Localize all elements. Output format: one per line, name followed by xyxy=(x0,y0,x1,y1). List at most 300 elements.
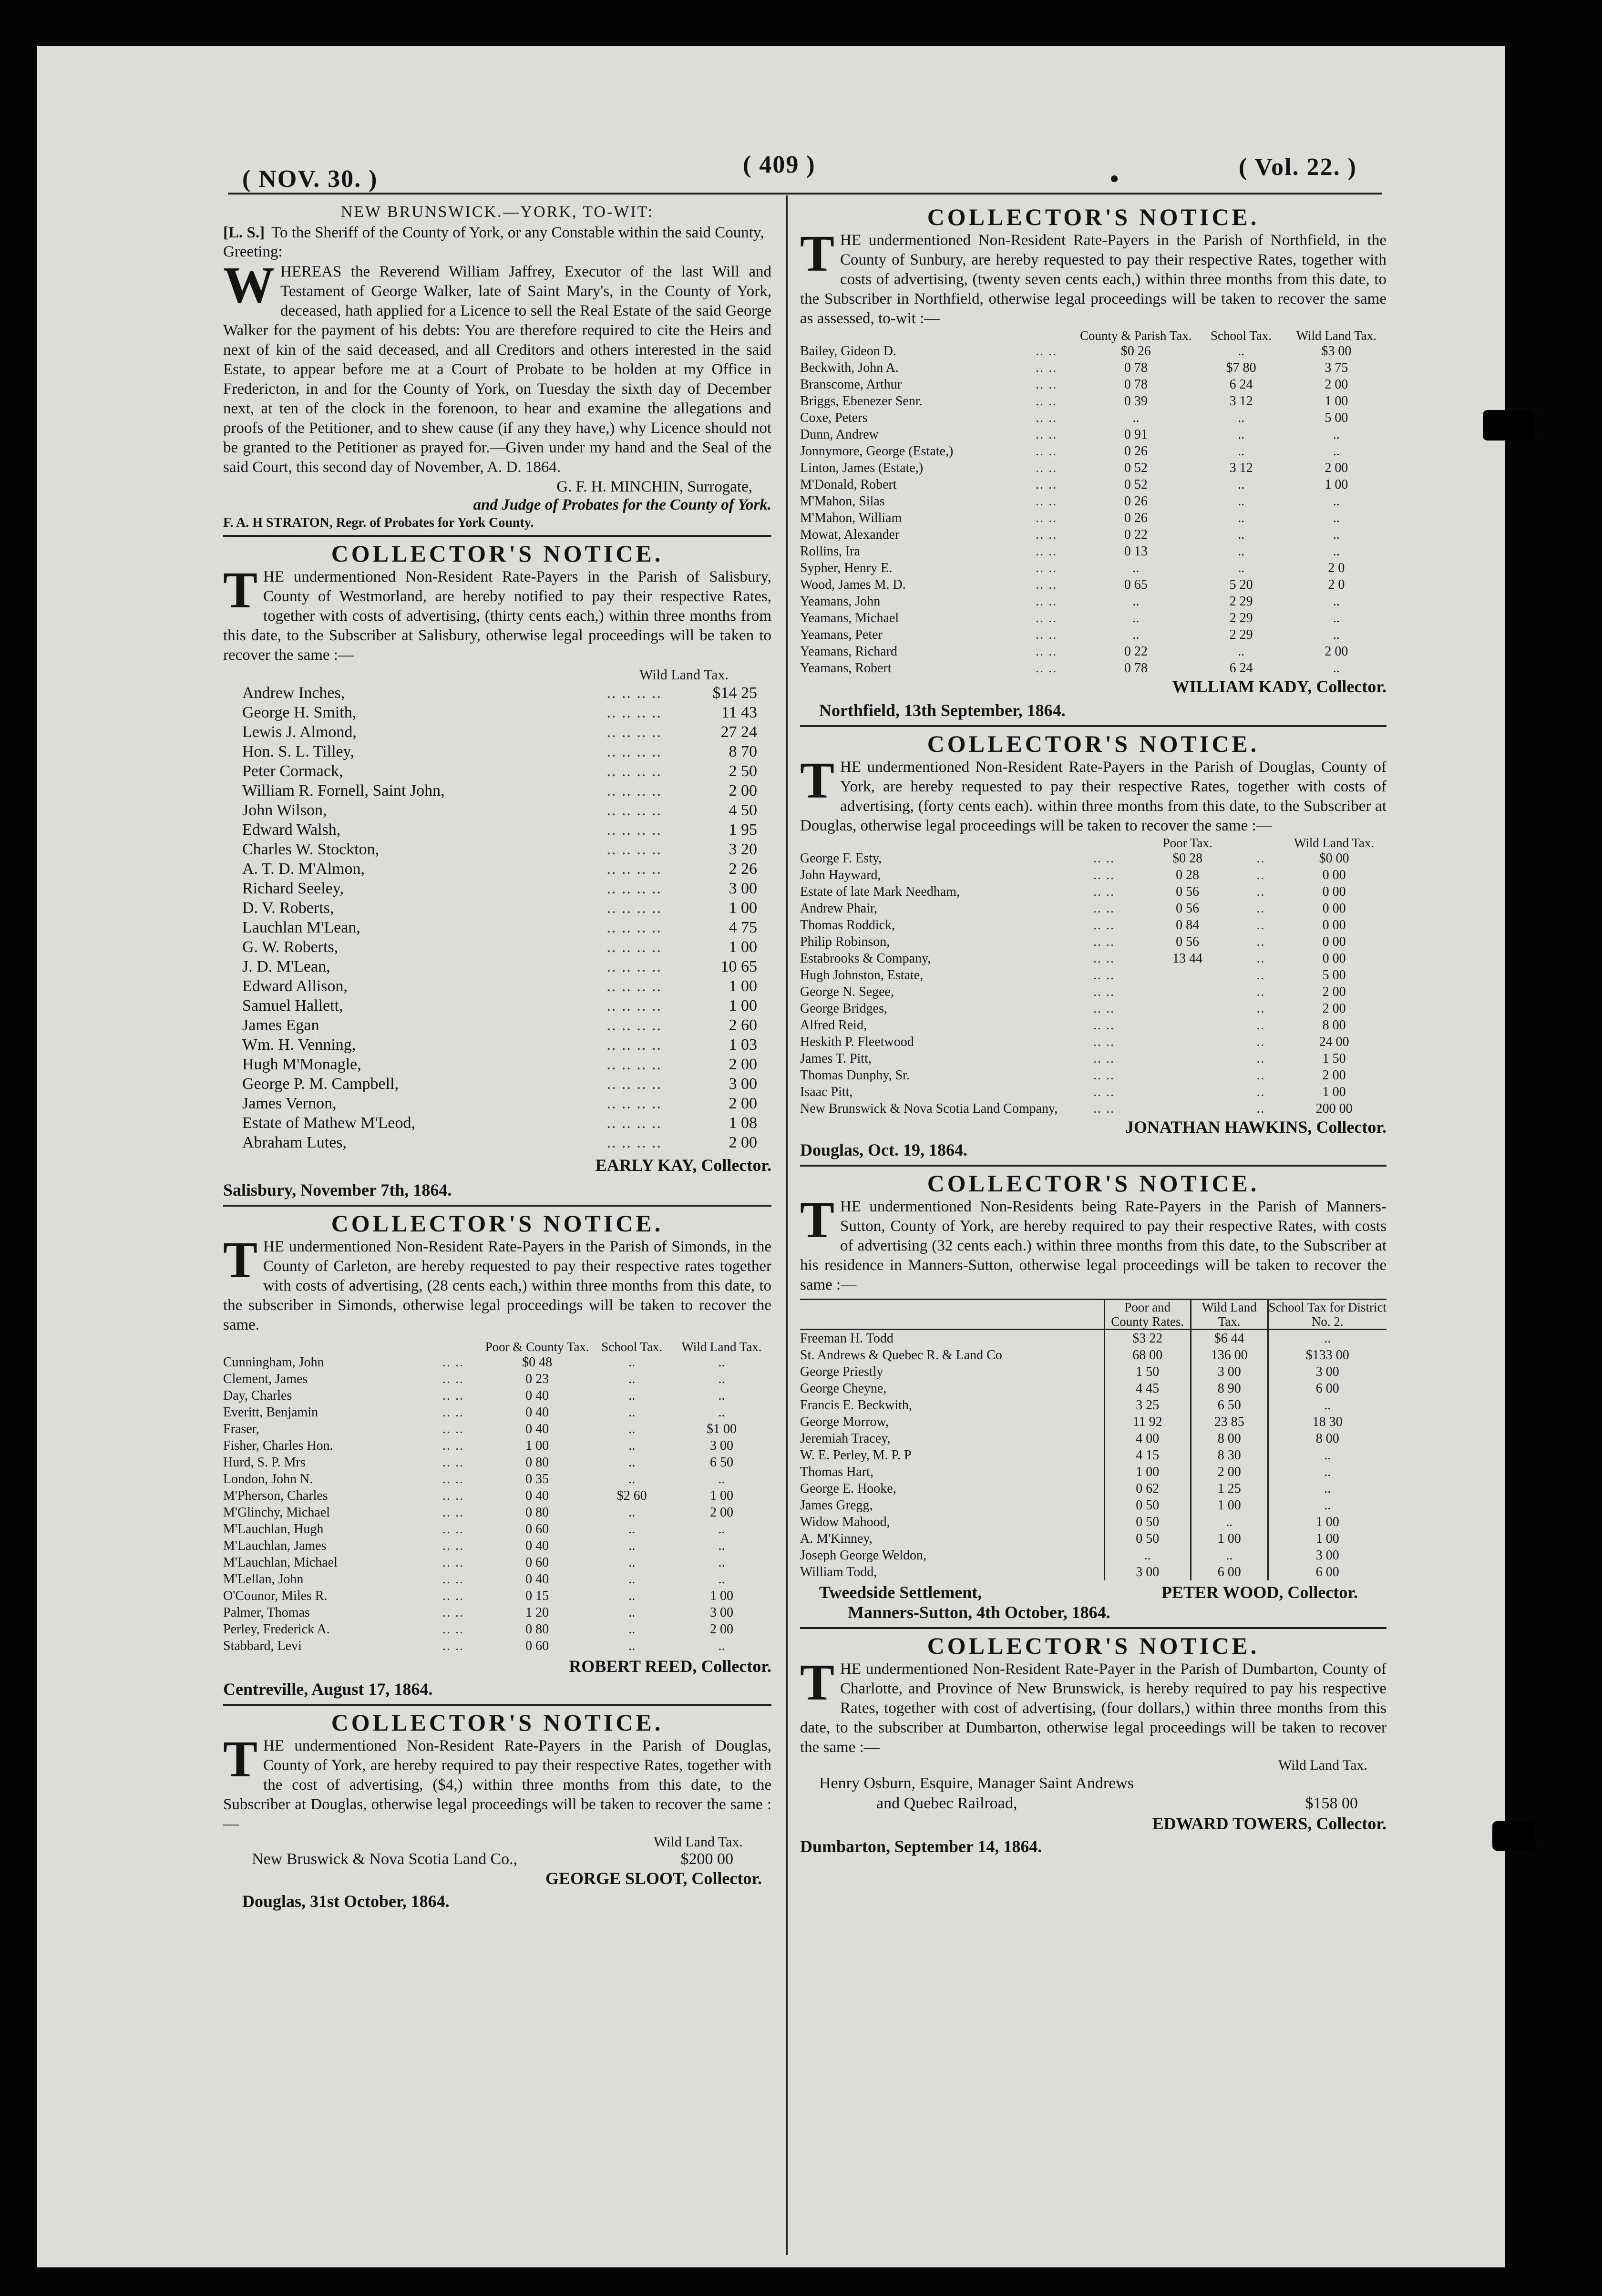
ratepayer-name: Wm. H. Venning, xyxy=(242,1036,356,1054)
ratepayer-name: Edward Walsh, xyxy=(242,821,341,839)
ratepayer-name: George F. Esty, xyxy=(800,851,882,866)
leader-dots: .. .. xyxy=(1036,511,1058,525)
ratepayer-name: Thomas Roddick, xyxy=(800,918,895,933)
page-number: ( 409 ) xyxy=(743,151,816,178)
table-row xyxy=(800,1414,1386,1430)
tax-value: 0 56 xyxy=(1176,884,1200,899)
ratepayer-name: George E. Hooke, xyxy=(800,1481,896,1496)
leader-dots: .. xyxy=(1256,1051,1265,1066)
tax-value: 0 26 xyxy=(1124,494,1148,509)
leader-dots: .. .. .. .. xyxy=(606,938,662,956)
probate-notice xyxy=(223,203,771,532)
notice-manners-sutton xyxy=(800,1169,1386,1622)
table-row xyxy=(223,1471,771,1487)
tax-value: 2 00 xyxy=(1325,377,1348,392)
tax-value: .. xyxy=(1132,561,1140,575)
ratepayer-name: Coxe, Peters xyxy=(800,410,868,425)
table-row xyxy=(800,850,1386,867)
tax-value: 0 60 xyxy=(525,1555,549,1570)
ratepayer-name: George N. Segee, xyxy=(800,984,894,999)
leader-dots: .. .. .. .. xyxy=(606,723,662,741)
tax-value: 0 52 xyxy=(1124,461,1148,475)
leader-dots: .. .. .. .. xyxy=(606,821,662,839)
tax-value: .. xyxy=(628,1455,636,1470)
tax-value: 6 00 xyxy=(1191,1564,1268,1580)
tax-value: .. xyxy=(628,1572,636,1587)
leader-dots: .. .. xyxy=(1036,394,1058,409)
tax-value: $7 80 xyxy=(1226,360,1256,375)
rule xyxy=(800,1627,1386,1629)
notice-title: COLLECTOR'S NOTICE. xyxy=(927,204,1260,230)
tax-value: 5 20 xyxy=(1229,577,1253,592)
collector-signature: PETER WOOD, Collector. xyxy=(1161,1583,1358,1602)
notice-douglas-hawkins xyxy=(800,730,1386,1160)
tax-value: 0 84 xyxy=(1176,918,1200,933)
ratepayer-name: Yeamans, Michael xyxy=(800,611,899,625)
leader-dots: .. .. xyxy=(442,1639,464,1653)
leader-dots: .. .. xyxy=(1036,410,1058,425)
tax-value: .. xyxy=(628,1505,636,1520)
table-row xyxy=(800,1530,1386,1547)
tax-value: 1 20 xyxy=(525,1605,549,1620)
tax-value: 8 90 xyxy=(1191,1380,1268,1397)
probate-body-text xyxy=(223,257,771,477)
table-row xyxy=(800,543,1386,560)
drop-cap: T xyxy=(800,1654,835,1711)
tax-value: 0 00 xyxy=(1322,934,1346,949)
tax-value xyxy=(1135,1017,1240,1034)
ratepayer-name: Yeamans, Peter xyxy=(800,627,883,642)
tax-value: 3 00 xyxy=(1268,1363,1386,1380)
table-row xyxy=(242,898,757,918)
notice-body-text xyxy=(800,1654,1386,1757)
ratepayer-name: Yeamans, Robert xyxy=(800,661,892,676)
tax-value: 0 00 xyxy=(1322,918,1346,933)
leader-dots: .. .. xyxy=(442,1422,464,1436)
ratepayer-name: M'Lauchlan, Hugh xyxy=(223,1522,324,1537)
table-row xyxy=(242,840,757,859)
ratepayer-name: Fraser, xyxy=(223,1422,259,1436)
tax-value: 1 00 xyxy=(1325,477,1348,492)
tax-value: 136 00 xyxy=(1191,1347,1268,1363)
tax-value: .. xyxy=(1333,611,1340,625)
leader-dots: .. .. xyxy=(1093,868,1115,882)
rule xyxy=(800,1165,1386,1167)
collector-signature: EARLY KAY, Collector. xyxy=(595,1156,771,1175)
tax-value: 2 29 xyxy=(1229,611,1253,625)
ratepayer-name: Fisher, Charles Hon. xyxy=(223,1438,333,1453)
leader-dots: .. .. xyxy=(1093,1085,1115,1099)
leader-dots: .. .. xyxy=(1036,344,1058,359)
table-row xyxy=(800,1547,1386,1564)
table-row xyxy=(800,1330,1386,1347)
leader-dots: .. xyxy=(1256,984,1265,999)
leader-dots: .. .. xyxy=(1036,544,1058,559)
column-header: Wild Land Tax. xyxy=(639,667,729,683)
drop-cap: W xyxy=(223,257,275,314)
tax-value: 1 00 xyxy=(1191,1497,1268,1514)
tax-value: 23 85 xyxy=(1191,1414,1268,1430)
ratepayer-name: Andrew Inches, xyxy=(242,684,345,702)
tax-value: 2 00 xyxy=(729,782,757,800)
tax-value: 0 22 xyxy=(1124,644,1148,659)
table-row xyxy=(242,1035,757,1055)
ratepayer-name: James Vernon, xyxy=(242,1095,337,1112)
table-row xyxy=(800,1017,1386,1034)
tax-value: $0 26 xyxy=(1120,344,1151,359)
tax-value: 0 52 xyxy=(1124,477,1148,492)
tax-value: 2 00 xyxy=(1325,644,1348,659)
table-row xyxy=(223,1387,771,1404)
tax-value: 1 50 xyxy=(1322,1051,1346,1066)
ratepayer-name: Andrew Phair, xyxy=(800,901,878,916)
tax-value: 1 25 xyxy=(1191,1480,1268,1497)
right-column xyxy=(800,203,1386,1856)
leader-dots: .. .. xyxy=(442,1455,464,1470)
table-row xyxy=(223,1421,771,1437)
tax-value: 1 08 xyxy=(729,1114,757,1132)
table-row xyxy=(223,1588,771,1604)
tax-value xyxy=(1135,1050,1240,1067)
tax-value xyxy=(1135,1067,1240,1084)
leader-dots: .. .. xyxy=(1093,1018,1115,1033)
leader-dots: .. .. .. .. xyxy=(606,977,662,995)
col-header: County & Parish Tax. xyxy=(1080,328,1192,343)
leader-dots: .. .. .. .. xyxy=(606,782,662,800)
leader-dots: .. xyxy=(1256,1068,1265,1083)
header-bullet: • xyxy=(1110,165,1120,193)
leader-dots: .. xyxy=(1256,1001,1265,1016)
tax-value: $3 22 xyxy=(1104,1330,1191,1347)
tax-value: .. xyxy=(718,1555,725,1570)
ratepayer-name: Day, Charles xyxy=(223,1388,292,1403)
table-row xyxy=(242,703,757,722)
tax-value: 2 0 xyxy=(1328,577,1345,592)
tax-value: 8 00 xyxy=(1191,1430,1268,1447)
tax-value: 3 00 xyxy=(1268,1547,1386,1564)
tax-value: 6 50 xyxy=(1191,1397,1268,1414)
table-row xyxy=(800,933,1386,950)
col-header: Wild Land Tax. xyxy=(681,1340,762,1354)
tax-value: .. xyxy=(1132,410,1140,425)
leader-dots: .. xyxy=(1256,851,1265,866)
leader-dots: .. xyxy=(1256,884,1265,899)
tax-value: 0 80 xyxy=(525,1505,549,1520)
tax-value: 8 30 xyxy=(1191,1447,1268,1464)
table-row xyxy=(800,576,1386,593)
tax-value: 0 22 xyxy=(1124,527,1148,542)
leader-dots: .. .. xyxy=(1036,594,1058,609)
tax-value: .. xyxy=(1333,427,1340,442)
drop-cap: T xyxy=(223,1731,258,1788)
drop-cap: T xyxy=(800,1192,835,1249)
tax-value: 1 00 xyxy=(709,1488,733,1503)
table-row xyxy=(242,879,757,898)
tax-value: 1 00 xyxy=(1268,1530,1386,1547)
tax-value: 6 00 xyxy=(1268,1564,1386,1580)
ratepayer-name: M'Lellan, John xyxy=(223,1572,304,1587)
leader-dots: .. .. xyxy=(1036,561,1058,575)
probate-signature: G. F. H. MINCHIN, Surrogate, xyxy=(556,478,752,495)
leader-dots: .. .. xyxy=(442,1522,464,1537)
table-row xyxy=(800,1347,1386,1363)
tax-value: .. xyxy=(1238,511,1245,525)
ratepayer-name: Estabrooks & Company, xyxy=(800,951,931,966)
table-row xyxy=(223,1554,771,1571)
ratepayer-name: D. V. Roberts, xyxy=(242,899,334,917)
tax-value: 11 43 xyxy=(721,704,757,721)
notice-body: HE undermentioned Non-Resident Rate-Payers in the Parish of Douglas, County of York, are hereby requested to pay their respective Rates, together with costs of advertising, (forty cents each). within three months from this date, to the Subscriber at Douglas, otherwise legal proceedings will be taken to recover the same :— xyxy=(800,758,1386,834)
col-header: School Tax. xyxy=(601,1340,663,1354)
tax-value: 0 00 xyxy=(1322,868,1346,882)
table-row xyxy=(242,996,757,1015)
tax-value: .. xyxy=(1238,527,1245,542)
tax-value: 0 40 xyxy=(525,1422,549,1436)
tax-value: 27 24 xyxy=(720,723,757,741)
tax-value: $14 25 xyxy=(712,684,757,702)
table-row xyxy=(800,610,1386,626)
ratepayer-name: Palmer, Thomas xyxy=(223,1605,310,1620)
tax-value: 4 75 xyxy=(729,919,757,936)
ratepayer-name: Joseph George Weldon, xyxy=(800,1548,927,1563)
tax-value: 4 45 xyxy=(1104,1380,1191,1397)
tax-value: 2 00 xyxy=(1322,1001,1346,1016)
tax-value: 8 70 xyxy=(729,743,757,760)
col-header: Poor and County Rates. xyxy=(1104,1300,1191,1330)
ratepayer-name: A. M'Kinney, xyxy=(800,1531,873,1546)
tax-value: 0 15 xyxy=(525,1589,549,1603)
ratepayer-name: Abraham Lutes, xyxy=(242,1134,347,1151)
notice-body: HE undermentioned Non-Resident Rate-Payers in the Parish of Douglas, County of York, are hereby required to pay their respective Rates, together with the cost of advertising, ($4,) within three months from this date, to the Subscriber at Douglas, otherwise legal proceedings will be taken to recover the same :— xyxy=(223,1737,771,1833)
ratepayer-name: Alfred Reid, xyxy=(800,1018,867,1033)
rule xyxy=(800,725,1386,727)
tax-value: 0 56 xyxy=(1176,901,1200,916)
ratepayer-name: Charles W. Stockton, xyxy=(242,840,380,858)
ratepayer-name: Hon. S. L. Tilley, xyxy=(242,743,354,760)
tax-value: 24 00 xyxy=(1319,1035,1349,1049)
table-row xyxy=(800,376,1386,393)
tax-value: .. xyxy=(1238,494,1245,509)
table-row xyxy=(242,1094,757,1113)
tax-value: .. xyxy=(1268,1497,1386,1514)
table-row xyxy=(800,1050,1386,1067)
tax-value: .. xyxy=(718,1572,725,1587)
leader-dots: .. .. .. .. xyxy=(606,704,662,721)
tax-value: 1 00 xyxy=(1322,1085,1346,1099)
tax-value: 0 23 xyxy=(525,1372,549,1386)
collector-signature: GEORGE SLOOT, Collector. xyxy=(545,1869,762,1888)
ratepayer-name: Thomas Hart, xyxy=(800,1465,873,1479)
table-row xyxy=(800,1084,1386,1100)
notice-title: COLLECTOR'S NOTICE. xyxy=(331,1709,664,1736)
tax-value: 3 00 xyxy=(1191,1363,1268,1380)
table-row xyxy=(800,410,1386,426)
table-row xyxy=(800,950,1386,967)
leader-dots: .. .. xyxy=(1093,901,1115,916)
ratepayer-name: M'Mahon, Silas xyxy=(800,494,885,509)
drop-cap: T xyxy=(800,226,835,282)
leader-dots: .. .. xyxy=(1093,968,1115,983)
table-row xyxy=(800,1067,1386,1084)
collector-signature: ROBERT REED, Collector. xyxy=(569,1657,771,1676)
leader-dots: .. .. xyxy=(1036,527,1058,542)
leader-dots: .. xyxy=(1256,934,1265,949)
table-row xyxy=(223,1404,771,1421)
tax-value: .. xyxy=(718,1355,725,1370)
tax-value: 3 00 xyxy=(1104,1564,1191,1580)
table-row xyxy=(800,1034,1386,1050)
tax-value: 1 95 xyxy=(729,821,757,839)
column-header: Wild Land Tax. xyxy=(654,1834,743,1850)
notice-title: COLLECTOR'S NOTICE. xyxy=(331,1210,664,1237)
ratepayer-name: Hugh Johnston, Estate, xyxy=(800,968,924,983)
tax-value: 0 13 xyxy=(1124,544,1148,559)
leader-dots: .. .. xyxy=(442,1555,464,1570)
leader-dots: .. .. xyxy=(1093,984,1115,999)
leader-dots: .. .. .. .. xyxy=(606,860,662,878)
tax-value: 0 26 xyxy=(1124,511,1148,525)
volume-number: ( Vol. 22. ) xyxy=(1239,154,1357,181)
table-row xyxy=(223,1621,771,1638)
notice-body-text xyxy=(800,226,1386,328)
notice-body-text xyxy=(800,1192,1386,1295)
ratepayer-name: Peter Cormack, xyxy=(242,762,343,780)
tax-value: .. xyxy=(718,1372,725,1386)
tax-value xyxy=(1135,1100,1240,1117)
tax-value: 18 30 xyxy=(1268,1414,1386,1430)
leader-dots: .. .. xyxy=(1036,461,1058,475)
tax-value: 6 24 xyxy=(1229,377,1253,392)
ratepayer-name: Freeman H. Todd xyxy=(800,1331,893,1346)
notice-body-text xyxy=(223,1232,771,1335)
ratepayer-name: John Wilson, xyxy=(242,801,327,819)
leader-dots: .. .. .. .. xyxy=(606,684,662,702)
tax-value: 13 44 xyxy=(1172,951,1203,966)
tax-value: 8 00 xyxy=(1268,1430,1386,1447)
tax-value: .. xyxy=(1333,444,1340,459)
collector-signature: WILLIAM KADY, Collector. xyxy=(1172,677,1386,696)
ratepayer-name: London, John N. xyxy=(223,1472,313,1486)
tax-value: .. xyxy=(718,1538,725,1553)
ratepayer-name: St. Andrews & Quebec R. & Land Co xyxy=(800,1348,1002,1363)
tax-value: 0 78 xyxy=(1124,377,1148,392)
tax-value: .. xyxy=(628,1522,636,1537)
tax-value: 0 40 xyxy=(525,1405,549,1420)
leader-dots: .. .. .. .. xyxy=(606,1134,662,1151)
table-row xyxy=(800,426,1386,443)
tax-value: 2 00 xyxy=(729,1134,757,1151)
leader-dots: .. .. xyxy=(1036,427,1058,442)
notice-date: Dumbarton, September 14, 1864. xyxy=(800,1837,1042,1856)
leader-dots: .. .. .. .. xyxy=(606,840,662,858)
rule xyxy=(223,535,771,537)
table-row xyxy=(800,1497,1386,1514)
tax-value: 3 25 xyxy=(1104,1397,1191,1414)
table-row xyxy=(223,1604,771,1621)
collector-signature: JONATHAN HAWKINS, Collector. xyxy=(1125,1117,1386,1137)
table-row xyxy=(242,761,757,781)
table-row xyxy=(223,1354,771,1371)
leader-dots: .. .. xyxy=(442,1388,464,1403)
tax-value: 3 00 xyxy=(729,1075,757,1093)
tax-value: 0 35 xyxy=(525,1472,549,1486)
table-row xyxy=(242,800,757,820)
ratepayer-name: New Brunswick & Nova Scotia Land Company, xyxy=(800,1101,1058,1116)
table-row xyxy=(242,859,757,879)
tax-value: .. xyxy=(1238,644,1245,659)
tax-value: .. xyxy=(1191,1547,1268,1564)
table-row xyxy=(800,476,1386,493)
tax-value: .. xyxy=(1333,527,1340,542)
ratepayer-name: Widow Mahood, xyxy=(800,1515,890,1529)
tax-value xyxy=(1135,1000,1240,1017)
leader-dots: .. .. .. .. xyxy=(606,762,662,780)
notice-date: Douglas, 31st October, 1864. xyxy=(242,1892,450,1911)
table-row xyxy=(800,460,1386,476)
ratepayer-name: Lauchlan M'Lean, xyxy=(242,919,360,936)
tax-value: 2 00 xyxy=(709,1622,733,1637)
leader-dots: .. .. xyxy=(1036,627,1058,642)
tax-value: 1 00 xyxy=(729,938,757,956)
tax-value: .. xyxy=(628,1605,636,1620)
ratepayer-name: Francis E. Beckwith, xyxy=(800,1398,912,1413)
table-row xyxy=(223,1371,771,1387)
tax-value: $0 28 xyxy=(1172,851,1203,866)
tax-value: .. xyxy=(628,1422,636,1436)
ratepayer-name: Mowat, Alexander xyxy=(800,527,900,542)
ratepayer-name: Samuel Hallett, xyxy=(242,997,343,1015)
tax-value: 0 60 xyxy=(525,1639,549,1653)
tax-value: 2 00 xyxy=(729,1095,757,1112)
leader-dots: .. .. .. .. xyxy=(606,1036,662,1054)
ratepayer-name: M'Lauchlan, Michael xyxy=(223,1555,338,1570)
tax-value: 3 00 xyxy=(729,880,757,897)
table-row xyxy=(242,722,757,742)
table-row xyxy=(800,1380,1386,1397)
seal-mark: [L. S.] xyxy=(223,224,265,241)
tax-value: .. xyxy=(628,1555,636,1570)
tax-value: $158 00 xyxy=(1305,1794,1358,1812)
tax-value: .. xyxy=(1268,1330,1386,1347)
leader-dots: .. .. .. .. xyxy=(606,958,662,975)
table-row xyxy=(800,1430,1386,1447)
ratepayer-name: M'Mahon, William xyxy=(800,511,902,525)
ratepayer-name: James Gregg, xyxy=(800,1498,873,1513)
notice-body: HE undermentioned Non-Resident Rate-Payers in the Parish of Simonds, in the County of Carleton, are hereby requested to pay their respective rates together with costs of advertising, (28 cents each,) within three months from this date, to the subscriber in Simonds, otherwise legal proceedings will be taken to recover the same. xyxy=(223,1238,771,1333)
notice-body-text xyxy=(223,562,771,665)
tax-value: $1 00 xyxy=(706,1422,737,1436)
notice-simonds xyxy=(223,1210,771,1699)
tax-value: .. xyxy=(718,1522,725,1537)
ratepayer-name: Branscome, Arthur xyxy=(800,377,902,392)
ratepayer-name-cont: and Quebec Railroad, xyxy=(876,1794,1017,1812)
leader-dots: .. .. xyxy=(442,1538,464,1553)
table-row xyxy=(800,984,1386,1000)
leader-dots: .. .. xyxy=(442,1438,464,1453)
scan-edge-tab xyxy=(1483,410,1535,441)
notice-date: Northfield, 13th September, 1864. xyxy=(819,701,1066,720)
tax-value: 0 65 xyxy=(1124,577,1148,592)
tax-value: 3 75 xyxy=(1325,360,1348,375)
tax-value xyxy=(1135,984,1240,1000)
tax-value: 1 00 xyxy=(1268,1514,1386,1530)
ratepayer-name: William Todd, xyxy=(800,1565,877,1579)
probate-place: NEW BRUNSWICK.—YORK, TO-WIT: xyxy=(340,203,654,221)
leader-dots: .. .. .. .. xyxy=(606,1016,662,1034)
tax-value: 2 29 xyxy=(1229,594,1253,609)
leader-dots: .. .. xyxy=(1093,934,1115,949)
leader-dots: .. xyxy=(1256,1018,1265,1033)
